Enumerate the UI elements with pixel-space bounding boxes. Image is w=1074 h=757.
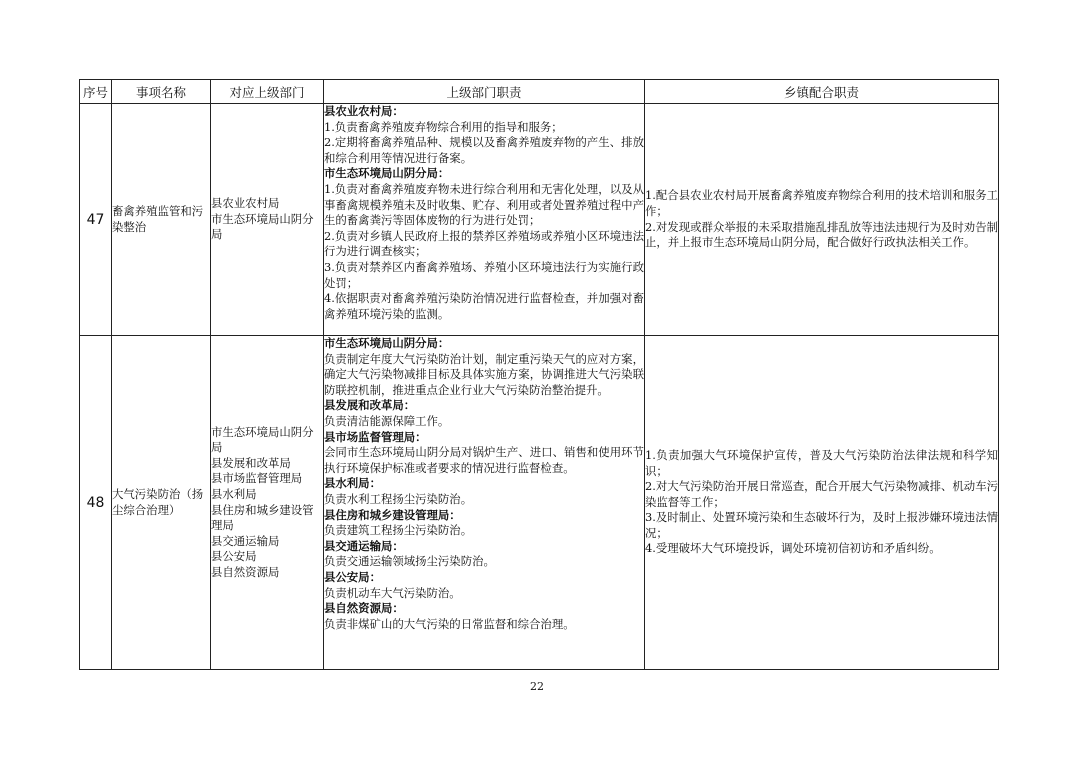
dept-item: 县自然资源局 xyxy=(211,564,280,579)
duty-line: 1.负责对畜禽养殖废弃物未进行综合利用和无害化处理，以及从事畜禽规模养殖未及时收集、贮存、利用或者处置养殖过程中产生的畜禽粪污等固体废物的行为进行处罚； xyxy=(324,181,644,228)
town-duty-line: 2.对发现或群众举报的未采取措施乱排乱放等违法违规行为及时劝告制止，并上报市生态环境局山阴分局，配合做好行政执法相关工作。 xyxy=(645,219,998,250)
duty-line: 2.定期将畜禽养殖品种、规模以及畜禽养殖废弃物的产生、排放和综合利用等情况进行备案。 xyxy=(324,135,644,165)
header-upper-duties: 上级部门职责 xyxy=(324,80,645,104)
agency-heading: 县公安局： xyxy=(324,569,381,584)
dept-item: 县市场监督管理局 xyxy=(211,471,303,486)
upper-duties xyxy=(324,104,645,336)
table-row xyxy=(80,336,999,670)
row-number: 48 xyxy=(80,336,112,670)
dept-item: 市生态环境局山阴分局 xyxy=(211,211,314,242)
duty-line: 负责机动车大气污染防治。 xyxy=(324,585,461,600)
header-item-name: 事项名称 xyxy=(112,80,211,104)
dept-list xyxy=(211,104,324,336)
dept-item: 县公安局 xyxy=(211,549,257,564)
duty-line: 负责制定年度大气污染防治计划，制定重污染天气的应对方案，确定大气污染物减排目标及具体实施方案，协调推进大气污染联防联控机制，推进重点企业行业大气污染防治整治提升。 xyxy=(324,351,644,397)
table-header xyxy=(80,80,999,104)
item-name: 畜禽养殖监管和污染整治 xyxy=(112,104,211,336)
dept-item: 市生态环境局山阴分局 xyxy=(211,424,314,455)
agency-heading: 县住房和城乡建设管理局： xyxy=(324,507,461,522)
agency-heading: 县交通运输局： xyxy=(324,538,404,553)
header-no: 序号 xyxy=(80,80,112,104)
header-upper-dept: 对应上级部门 xyxy=(211,80,324,104)
dept-list xyxy=(211,336,324,670)
agency-heading: 县农业农村局： xyxy=(324,104,404,118)
town-duty-line: 4.受理破坏大气环境投诉，调处环境初信初访和矛盾纠纷。 xyxy=(645,541,941,556)
duty-line: 负责建筑工程扬尘污染防治。 xyxy=(324,523,473,538)
upper-duties xyxy=(324,336,645,670)
dept-item: 县交通运输局 xyxy=(211,533,280,548)
table-row xyxy=(80,104,999,336)
duty-line: 负责非煤矿山的大气污染的日常监督和综合治理。 xyxy=(324,616,575,631)
town-duty-line: 3.及时制止、处置环境污染和生态破坏行为，及时上报涉嫌环境违法情况； xyxy=(645,510,998,540)
duty-line: 4.依据职责对畜禽养殖污染防治情况进行监督检查，并加强对畜禽养殖环境污染的监测。 xyxy=(324,291,644,321)
town-duty-line: 2.对大气污染防治开展日常巡查，配合开展大气污染物减排、机动车污染监督等工作； xyxy=(645,479,998,509)
agency-heading: 县自然资源局： xyxy=(324,601,404,616)
town-duties xyxy=(645,104,999,336)
agency-heading: 市生态环境局山阴分局： xyxy=(324,166,450,181)
town-duty-line: 1.配合县农业农村局开展畜禽养殖废弃物综合利用的技术培训和服务工作； xyxy=(645,188,998,218)
agency-heading: 县水利局： xyxy=(324,476,381,491)
duty-line: 负责交通运输领域扬尘污染防治。 xyxy=(324,554,495,569)
duty-line: 1.负责畜禽养殖废弃物综合利用的指导和服务； xyxy=(324,119,563,134)
agency-heading: 市生态环境局山阴分局： xyxy=(324,336,450,350)
duty-line: 会同市生态环境局山阴分局对锅炉生产、进口、销售和使用环节执行环境保护标准或者要求的情况进行监督检查。 xyxy=(324,445,644,475)
duty-line: 2.负责对乡镇人民政府上报的禁养区养殖场或养殖小区环境违法行为进行调查核实； xyxy=(324,228,644,259)
duty-line: 负责水利工程扬尘污染防治。 xyxy=(324,491,473,506)
duty-line: 3.负责对禁养区内畜禽养殖场、养殖小区环境违法行为实施行政处罚； xyxy=(324,259,644,290)
dept-item: 县住房和城乡建设管理局 xyxy=(211,502,314,533)
header-town-duties: 乡镇配合职责 xyxy=(645,80,999,104)
duty-line: 负责清洁能源保障工作。 xyxy=(324,413,450,428)
duty-table xyxy=(79,79,999,670)
dept-item: 县发展和改革局 xyxy=(211,455,291,470)
page-number: 22 xyxy=(530,680,544,693)
agency-heading: 县发展和改革局： xyxy=(324,398,416,413)
dept-item: 县农业农村局 xyxy=(211,196,280,211)
town-duties xyxy=(645,336,999,670)
dept-item: 县水利局 xyxy=(211,486,257,501)
row-number: 47 xyxy=(80,104,112,336)
agency-heading: 县市场监督管理局： xyxy=(324,429,427,444)
item-name: 大气污染防治（扬尘综合治理） xyxy=(112,336,211,670)
town-duty-line: 1.负责加强大气环境保护宣传，普及大气污染防治法律法规和科学知识； xyxy=(645,447,998,478)
